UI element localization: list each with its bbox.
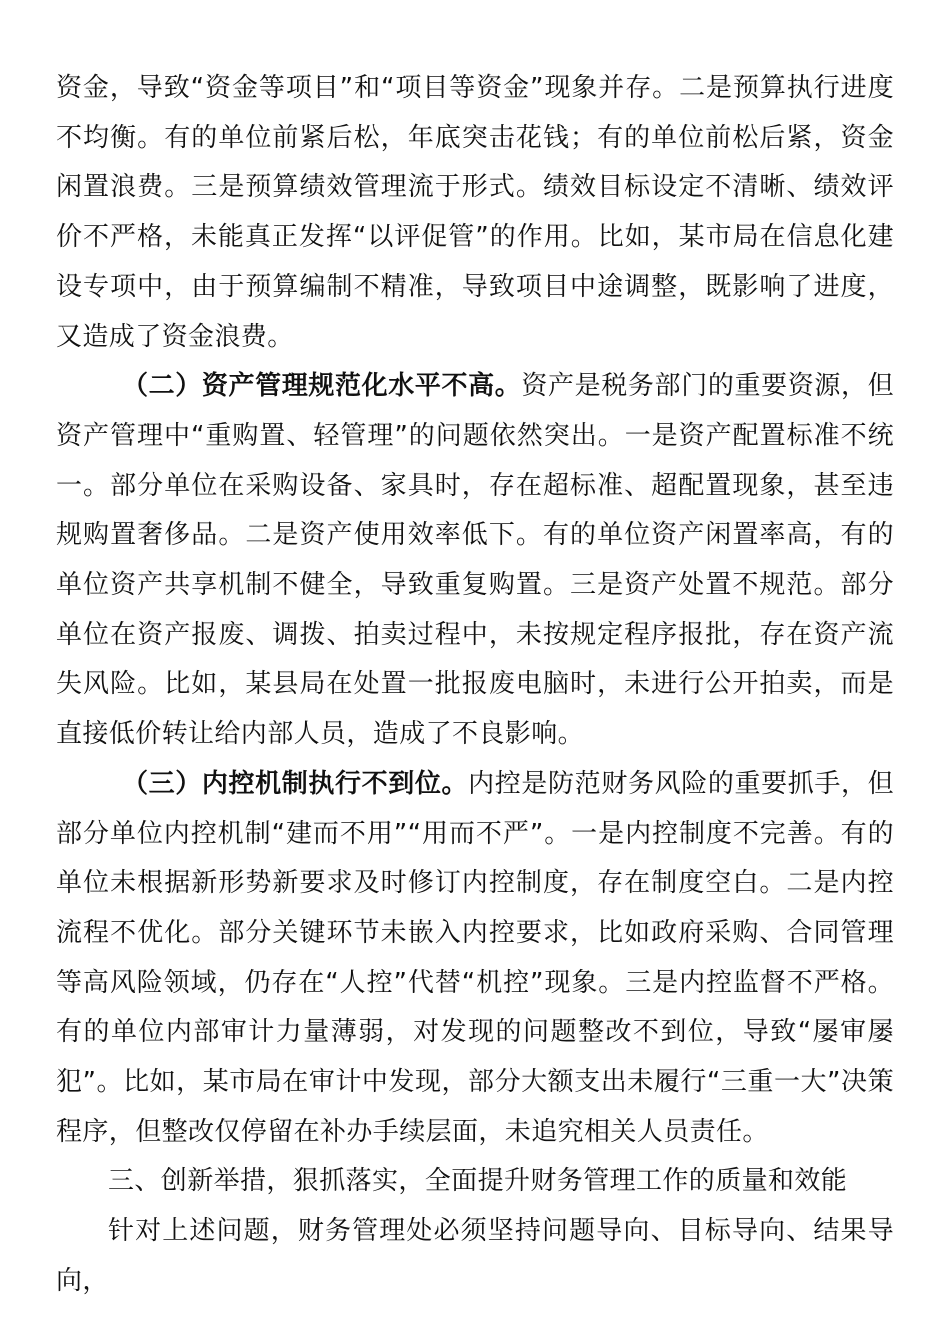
paragraph-text: 资产是税务部门的重要资源，但资产管理中“重购置、轻管理”的问题依然突出。一是资产配置标准不统一。部分单位在采购设备、家具时，存在超标准、超配置现象，甚至违规购置奢侈品。二是资产使用效率低下。有的单位资产闲置率高，有的单位资产共享机制不健全，导致重复购置。三是资产处置不规范。部分单位在资产报废、调拨、拍卖过程中，未按规定程序报批，存在资产流失风险。比如，某县局在处置一批报废电脑时，未进行公开拍卖，而是直接低价转让给内部人员，造成了不良影响。 [56, 371, 894, 750]
section-heading-asset: （二）资产管理规范化水平不高。 [122, 371, 522, 402]
paragraph-measures-intro [56, 1207, 894, 1306]
paragraph-asset-management [56, 362, 894, 760]
paragraph-text: 内控是防范财务风险的重要抓手，但部分单位内控机制“建而不用”“用而不严”。一是内控制度不完善。有的单位未根据新形势新要求及时修订内控制度，存在制度空白。二是内控流程不优化。部分关键环节未嵌入内控要求，比如政府采购、合同管理等高风险领域，仍存在“人控”代替“机控”现象。三是内控监督不严格。有的单位内部审计力量薄弱，对发现的问题整改不到位，导致“屡审屡犯”。比如，某市局在审计中发现，部分大额支出未履行“三重一大”决策程序，但整改仅停留在补办手续层面，未追究相关人员责任。 [56, 768, 894, 1147]
section-heading-internal-control: （三）内控机制执行不到位。 [122, 768, 469, 799]
chapter-heading-three [56, 1157, 894, 1207]
paragraph-internal-control [56, 760, 894, 1158]
chapter-heading-text: 三、创新举措，狠抓落实，全面提升财务管理工作的质量和效能 [108, 1166, 848, 1197]
paragraph-text: 针对上述问题，财务管理处必须坚持问题导向、目标导向、结果导向， [56, 1216, 894, 1296]
paragraph-budget-issues [56, 64, 894, 362]
document-page [56, 64, 894, 1307]
paragraph-text: 资金，导致“资金等项目”和“项目等资金”现象并存。二是预算执行进度不均衡。有的单位前紧后松，年底突击花钱；有的单位前松后紧，资金闲置浪费。三是预算绩效管理流于形式。绩效目标设定不清晰、绩效评价不严格，未能真正发挥“以评促管”的作用。比如，某市局在信息化建设专项中，由于预算编制不精准，导致项目中途调整，既影响了进度，又造成了资金浪费。 [56, 73, 894, 352]
